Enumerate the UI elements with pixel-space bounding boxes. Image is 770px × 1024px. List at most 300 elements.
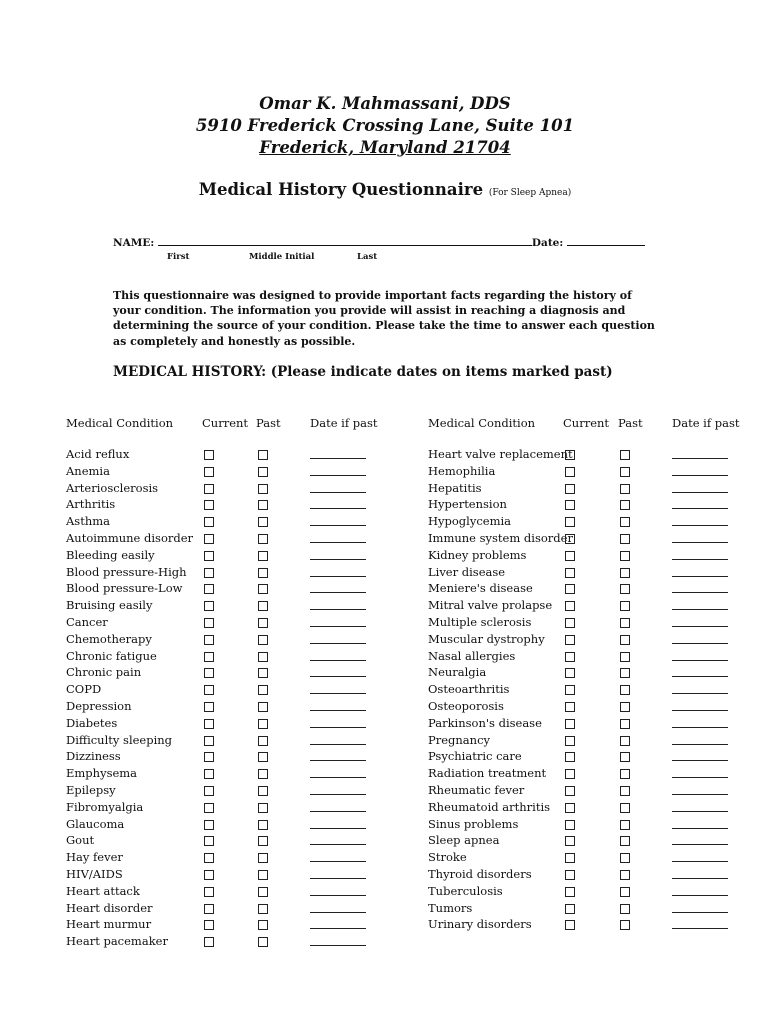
condition-row: [66, 917, 370, 934]
past-checkbox[interactable]: [620, 836, 630, 846]
section-title: MEDICAL HISTORY: (Please indicate dates on items marked past): [113, 364, 613, 380]
past-checkbox[interactable]: [258, 702, 268, 712]
past-checkbox[interactable]: [620, 820, 630, 830]
past-checkbox[interactable]: [258, 517, 268, 527]
condition-row: [428, 699, 732, 716]
current-checkbox[interactable]: [565, 584, 575, 594]
current-checkbox[interactable]: [204, 534, 214, 544]
current-checkbox[interactable]: [204, 618, 214, 628]
date-if-past-field[interactable]: [310, 576, 366, 577]
current-checkbox[interactable]: [204, 635, 214, 645]
condition-label: COPD: [66, 682, 102, 697]
condition-label: Hepatitis: [428, 480, 482, 495]
past-checkbox[interactable]: [620, 786, 630, 796]
current-checkbox[interactable]: [565, 820, 575, 830]
current-checkbox[interactable]: [565, 668, 575, 678]
condition-label: Parkinson's disease: [428, 715, 542, 730]
current-checkbox[interactable]: [565, 887, 575, 897]
past-checkbox[interactable]: [620, 450, 630, 460]
current-checkbox[interactable]: [204, 601, 214, 611]
condition-row: [428, 665, 732, 682]
condition-row: [428, 800, 732, 817]
current-checkbox[interactable]: [204, 719, 214, 729]
past-checkbox[interactable]: [258, 450, 268, 460]
past-checkbox[interactable]: [258, 484, 268, 494]
date-label: Date:: [531, 237, 564, 249]
past-checkbox[interactable]: [258, 870, 268, 880]
condition-label: Meniere's disease: [428, 581, 533, 596]
condition-row: [428, 598, 732, 615]
current-checkbox[interactable]: [204, 853, 214, 863]
date-if-past-field[interactable]: [672, 828, 728, 829]
condition-label: Glaucoma: [66, 816, 125, 831]
condition-row: [428, 464, 732, 481]
condition-row: [66, 632, 370, 649]
condition-row: [428, 615, 732, 632]
current-checkbox[interactable]: [565, 786, 575, 796]
current-checkbox[interactable]: [204, 652, 214, 662]
past-checkbox[interactable]: [258, 601, 268, 611]
date-if-past-field[interactable]: [672, 676, 728, 677]
current-checkbox[interactable]: [565, 601, 575, 611]
date-if-past-field[interactable]: [310, 794, 366, 795]
past-checkbox[interactable]: [620, 719, 630, 729]
name-sub-last: Last: [357, 252, 378, 262]
current-checkbox[interactable]: [204, 500, 214, 510]
condition-label: Immune system disorder: [428, 531, 573, 545]
date-if-past-field[interactable]: [672, 559, 728, 560]
current-checkbox[interactable]: [204, 467, 214, 477]
date-if-past-field[interactable]: [672, 542, 728, 543]
current-checkbox[interactable]: [565, 500, 575, 510]
past-checkbox[interactable]: [258, 853, 268, 863]
condition-row: [66, 598, 370, 615]
current-checkbox[interactable]: [204, 904, 214, 914]
name-label: NAME:: [113, 237, 155, 249]
current-checkbox[interactable]: [204, 786, 214, 796]
date-if-past-field[interactable]: [672, 811, 728, 812]
date-if-past-field[interactable]: [310, 727, 366, 728]
past-checkbox[interactable]: [258, 652, 268, 662]
date-if-past-field[interactable]: [310, 643, 366, 644]
condition-row: [428, 766, 732, 783]
condition-label: Fibromyalgia: [66, 799, 144, 814]
condition-row: [66, 514, 370, 531]
past-checkbox[interactable]: [620, 920, 630, 930]
current-checkbox[interactable]: [565, 836, 575, 846]
current-checkbox[interactable]: [565, 803, 575, 813]
condition-label: Multiple sclerosis: [428, 615, 532, 629]
right-header-condition: Medical Condition: [428, 416, 536, 430]
past-checkbox[interactable]: [620, 668, 630, 678]
date-if-past-field[interactable]: [310, 828, 366, 829]
past-checkbox[interactable]: [620, 853, 630, 863]
current-checkbox[interactable]: [565, 467, 575, 477]
past-checkbox[interactable]: [620, 484, 630, 494]
past-checkbox[interactable]: [258, 820, 268, 830]
date-if-past-field[interactable]: [310, 609, 366, 610]
current-checkbox[interactable]: [204, 752, 214, 762]
current-checkbox[interactable]: [204, 551, 214, 561]
current-checkbox[interactable]: [204, 517, 214, 527]
practice-address: 5910 Frederick Crossing Lane, Suite 101: [195, 116, 575, 135]
date-if-past-field[interactable]: [672, 592, 728, 593]
condition-label: Difficulty sleeping: [66, 732, 173, 747]
condition-label: Heart pacemaker: [66, 934, 168, 949]
date-if-past-field[interactable]: [310, 626, 366, 627]
current-checkbox[interactable]: [565, 534, 575, 544]
condition-label: Arteriosclerosis: [66, 480, 159, 495]
date-if-past-field[interactable]: [310, 458, 366, 459]
condition-label: Heart attack: [66, 883, 140, 898]
date-if-past-field[interactable]: [310, 844, 366, 845]
current-checkbox[interactable]: [565, 853, 575, 863]
date-if-past-field[interactable]: [672, 844, 728, 845]
right-header-date: Date if past: [672, 416, 740, 430]
past-checkbox[interactable]: [258, 752, 268, 762]
current-checkbox[interactable]: [204, 887, 214, 897]
condition-row: [428, 817, 732, 834]
condition-row: [66, 766, 370, 783]
past-checkbox[interactable]: [258, 920, 268, 930]
condition-row: [66, 531, 370, 548]
condition-label: Hypoglycemia: [428, 514, 512, 529]
condition-label: Cancer: [66, 615, 108, 629]
date-if-past-field[interactable]: [310, 811, 366, 812]
condition-label: HIV/AIDS: [66, 867, 123, 881]
past-checkbox[interactable]: [620, 803, 630, 813]
condition-label: Asthma: [66, 514, 110, 529]
condition-row: [428, 867, 732, 884]
right-header-current: Current: [563, 416, 610, 430]
condition-row: [428, 850, 732, 867]
condition-label: Chronic fatigue: [66, 648, 157, 663]
condition-row: [428, 901, 732, 918]
date-if-past-field[interactable]: [672, 492, 728, 493]
date-if-past-field[interactable]: [672, 710, 728, 711]
date-if-past-field[interactable]: [310, 861, 366, 862]
condition-label: Diabetes: [66, 715, 118, 730]
condition-label: Osteoporosis: [428, 699, 504, 713]
date-if-past-field[interactable]: [672, 525, 728, 526]
current-checkbox[interactable]: [204, 937, 214, 947]
past-checkbox[interactable]: [620, 870, 630, 880]
current-checkbox[interactable]: [565, 702, 575, 712]
condition-label: Anemia: [66, 463, 110, 478]
date-if-past-field[interactable]: [310, 912, 366, 913]
date-if-past-field[interactable]: [672, 727, 728, 728]
past-checkbox[interactable]: [258, 937, 268, 947]
condition-row: [66, 481, 370, 498]
current-checkbox[interactable]: [204, 484, 214, 494]
current-checkbox[interactable]: [565, 568, 575, 578]
condition-row: [66, 934, 370, 951]
date-if-past-field[interactable]: [672, 744, 728, 745]
condition-row: [66, 665, 370, 682]
past-checkbox[interactable]: [620, 685, 630, 695]
condition-label: Emphysema: [66, 766, 138, 781]
condition-row: [428, 531, 732, 548]
past-checkbox[interactable]: [258, 719, 268, 729]
current-checkbox[interactable]: [204, 920, 214, 930]
condition-row: [66, 884, 370, 901]
past-checkbox[interactable]: [258, 584, 268, 594]
current-checkbox[interactable]: [204, 668, 214, 678]
date-if-past-field[interactable]: [672, 643, 728, 644]
past-checkbox[interactable]: [258, 769, 268, 779]
date-if-past-field[interactable]: [310, 542, 366, 543]
past-checkbox[interactable]: [258, 500, 268, 510]
current-checkbox[interactable]: [204, 769, 214, 779]
current-checkbox[interactable]: [565, 484, 575, 494]
current-checkbox[interactable]: [204, 450, 214, 460]
date-if-past-field[interactable]: [672, 626, 728, 627]
past-checkbox[interactable]: [620, 534, 630, 544]
current-checkbox[interactable]: [565, 685, 575, 695]
date-if-past-field[interactable]: [310, 744, 366, 745]
form-title: [0, 180, 770, 199]
date-if-past-field[interactable]: [672, 895, 728, 896]
current-checkbox[interactable]: [565, 752, 575, 762]
past-checkbox[interactable]: [258, 736, 268, 746]
date-if-past-field[interactable]: [310, 475, 366, 476]
date-if-past-field[interactable]: [310, 895, 366, 896]
left-header-date: Date if past: [310, 416, 378, 430]
condition-row: [66, 649, 370, 666]
date-if-past-field[interactable]: [310, 492, 366, 493]
current-checkbox[interactable]: [204, 870, 214, 880]
date-if-past-field[interactable]: [672, 861, 728, 862]
date-if-past-field[interactable]: [672, 760, 728, 761]
condition-row: [66, 682, 370, 699]
past-checkbox[interactable]: [620, 652, 630, 662]
past-checkbox[interactable]: [620, 887, 630, 897]
condition-row: [66, 548, 370, 565]
current-checkbox[interactable]: [204, 820, 214, 830]
date-if-past-field[interactable]: [310, 928, 366, 929]
current-checkbox[interactable]: [204, 803, 214, 813]
past-checkbox[interactable]: [620, 618, 630, 628]
condition-row: [428, 917, 732, 934]
condition-label: Sleep apnea: [428, 833, 500, 848]
current-checkbox[interactable]: [204, 836, 214, 846]
condition-row: [66, 867, 370, 884]
condition-row: [428, 514, 732, 531]
condition-label: Radiation treatment: [428, 766, 547, 781]
condition-row: [66, 817, 370, 834]
condition-label: Heart valve replacement: [428, 447, 573, 461]
past-checkbox[interactable]: [620, 702, 630, 712]
past-checkbox[interactable]: [620, 500, 630, 510]
current-checkbox[interactable]: [565, 769, 575, 779]
date-if-past-field[interactable]: [672, 928, 728, 929]
condition-label: Dizziness: [66, 749, 121, 764]
condition-row: [428, 783, 732, 800]
condition-row: [66, 800, 370, 817]
date-if-past-field[interactable]: [672, 912, 728, 913]
current-checkbox[interactable]: [565, 635, 575, 645]
condition-row: [428, 649, 732, 666]
date-if-past-field[interactable]: [310, 559, 366, 560]
right-header-past: Past: [618, 416, 643, 430]
current-checkbox[interactable]: [204, 736, 214, 746]
condition-label: Heart murmur: [66, 917, 152, 932]
condition-label: Chronic pain: [66, 665, 142, 680]
date-if-past-field[interactable]: [672, 609, 728, 610]
condition-label: Stroke: [428, 850, 467, 865]
current-checkbox[interactable]: [204, 685, 214, 695]
condition-row: [66, 615, 370, 632]
date-if-past-field[interactable]: [310, 945, 366, 946]
condition-row: [66, 464, 370, 481]
condition-row: [428, 884, 732, 901]
condition-label: Neuralgia: [428, 665, 487, 680]
practice-name: Omar K. Mahmassani, DDS: [259, 94, 511, 113]
condition-label: Chemotherapy: [66, 631, 152, 646]
condition-label: Sinus problems: [428, 816, 519, 831]
condition-label: Blood pressure-Low: [66, 581, 183, 596]
condition-row: [66, 565, 370, 582]
condition-row: [66, 749, 370, 766]
past-checkbox[interactable]: [620, 584, 630, 594]
date-if-past-field[interactable]: [310, 592, 366, 593]
date-if-past-field[interactable]: [672, 693, 728, 694]
left-header-condition: Medical Condition: [66, 416, 174, 430]
practice-city: Frederick, Maryland 21704: [259, 138, 511, 157]
condition-label: Rheumatic fever: [428, 783, 525, 797]
past-checkbox[interactable]: [258, 803, 268, 813]
current-checkbox[interactable]: [204, 584, 214, 594]
condition-label: Urinary disorders: [428, 917, 532, 932]
condition-label: Acid reflux: [66, 447, 130, 461]
date-if-past-field[interactable]: [672, 777, 728, 778]
current-checkbox[interactable]: [565, 920, 575, 930]
condition-row: [66, 447, 370, 464]
condition-label: Heart disorder: [66, 900, 153, 915]
condition-label: Thyroid disorders: [428, 867, 532, 881]
condition-row: [428, 749, 732, 766]
current-checkbox[interactable]: [204, 702, 214, 712]
past-checkbox[interactable]: [258, 786, 268, 796]
intro-paragraph: This questionnaire was designed to provide important facts regarding the history of your condition. The information you provide will assist in reaching a diagnosis and determining the source of your condition. Please take the time to answer each question as completely and honestly as possible.: [113, 289, 655, 348]
condition-label: Arthritis: [66, 497, 116, 512]
past-checkbox[interactable]: [258, 568, 268, 578]
condition-label: Blood pressure-High: [66, 564, 187, 579]
date-if-past-field[interactable]: [672, 508, 728, 509]
condition-label: Bleeding easily: [66, 547, 155, 562]
condition-label: Bruising easily: [66, 598, 153, 613]
past-checkbox[interactable]: [258, 534, 268, 544]
current-checkbox[interactable]: [204, 568, 214, 578]
past-checkbox[interactable]: [258, 836, 268, 846]
past-checkbox[interactable]: [620, 517, 630, 527]
past-checkbox[interactable]: [258, 467, 268, 477]
left-header-current: Current: [202, 416, 249, 430]
date-if-past-field[interactable]: [672, 576, 728, 577]
past-checkbox[interactable]: [620, 635, 630, 645]
past-checkbox[interactable]: [620, 568, 630, 578]
date-if-past-field[interactable]: [310, 660, 366, 661]
name-sub-middle: Middle Initial: [249, 252, 315, 262]
current-checkbox[interactable]: [565, 450, 575, 460]
condition-row: [66, 497, 370, 514]
current-checkbox[interactable]: [565, 618, 575, 628]
date-if-past-field[interactable]: [310, 878, 366, 879]
date-if-past-field[interactable]: [310, 676, 366, 677]
condition-row: [66, 901, 370, 918]
current-checkbox[interactable]: [565, 904, 575, 914]
condition-label: Rheumatoid arthritis: [428, 799, 551, 814]
condition-label: Osteoarthritis: [428, 682, 510, 697]
past-checkbox[interactable]: [258, 668, 268, 678]
date-if-past-field[interactable]: [310, 508, 366, 509]
date-if-past-field[interactable]: [310, 777, 366, 778]
condition-label: Liver disease: [428, 564, 506, 579]
date-if-past-field[interactable]: [310, 525, 366, 526]
past-checkbox[interactable]: [258, 635, 268, 645]
date-if-past-field[interactable]: [672, 458, 728, 459]
practice-header: [0, 93, 770, 159]
condition-label: Gout: [66, 833, 95, 848]
name-field[interactable]: [158, 236, 532, 246]
condition-row: [428, 632, 732, 649]
date-if-past-field[interactable]: [310, 760, 366, 761]
condition-row: [428, 833, 732, 850]
date-if-past-field[interactable]: [672, 794, 728, 795]
past-checkbox[interactable]: [258, 551, 268, 561]
date-if-past-field[interactable]: [672, 660, 728, 661]
condition-row: [66, 833, 370, 850]
condition-label: Depression: [66, 699, 132, 713]
past-checkbox[interactable]: [620, 769, 630, 779]
past-checkbox[interactable]: [620, 752, 630, 762]
condition-label: Pregnancy: [428, 732, 491, 747]
past-checkbox[interactable]: [620, 601, 630, 611]
current-checkbox[interactable]: [565, 736, 575, 746]
condition-row: [428, 716, 732, 733]
past-checkbox[interactable]: [620, 736, 630, 746]
past-checkbox[interactable]: [258, 685, 268, 695]
condition-row: [66, 783, 370, 800]
date-if-past-field[interactable]: [672, 878, 728, 879]
current-checkbox[interactable]: [565, 517, 575, 527]
past-checkbox[interactable]: [258, 904, 268, 914]
date-field[interactable]: [567, 236, 645, 246]
date-if-past-field[interactable]: [310, 710, 366, 711]
past-checkbox[interactable]: [258, 618, 268, 628]
condition-row: [66, 716, 370, 733]
current-checkbox[interactable]: [565, 870, 575, 880]
condition-label: Tumors: [428, 900, 473, 915]
condition-label: Hypertension: [428, 497, 507, 512]
past-checkbox[interactable]: [620, 904, 630, 914]
condition-label: Muscular dystrophy: [428, 631, 545, 646]
condition-label: Nasal allergies: [428, 648, 516, 663]
date-if-past-field[interactable]: [310, 693, 366, 694]
current-checkbox[interactable]: [565, 551, 575, 561]
condition-label: Kidney problems: [428, 547, 527, 562]
past-checkbox[interactable]: [258, 887, 268, 897]
name-date-row: [113, 236, 645, 249]
current-checkbox[interactable]: [565, 719, 575, 729]
date-if-past-field[interactable]: [672, 475, 728, 476]
condition-label: Mitral valve prolapse: [428, 598, 553, 613]
past-checkbox[interactable]: [620, 467, 630, 477]
past-checkbox[interactable]: [620, 551, 630, 561]
condition-label: Epilepsy: [66, 783, 116, 797]
current-checkbox[interactable]: [565, 652, 575, 662]
condition-row: [66, 581, 370, 598]
